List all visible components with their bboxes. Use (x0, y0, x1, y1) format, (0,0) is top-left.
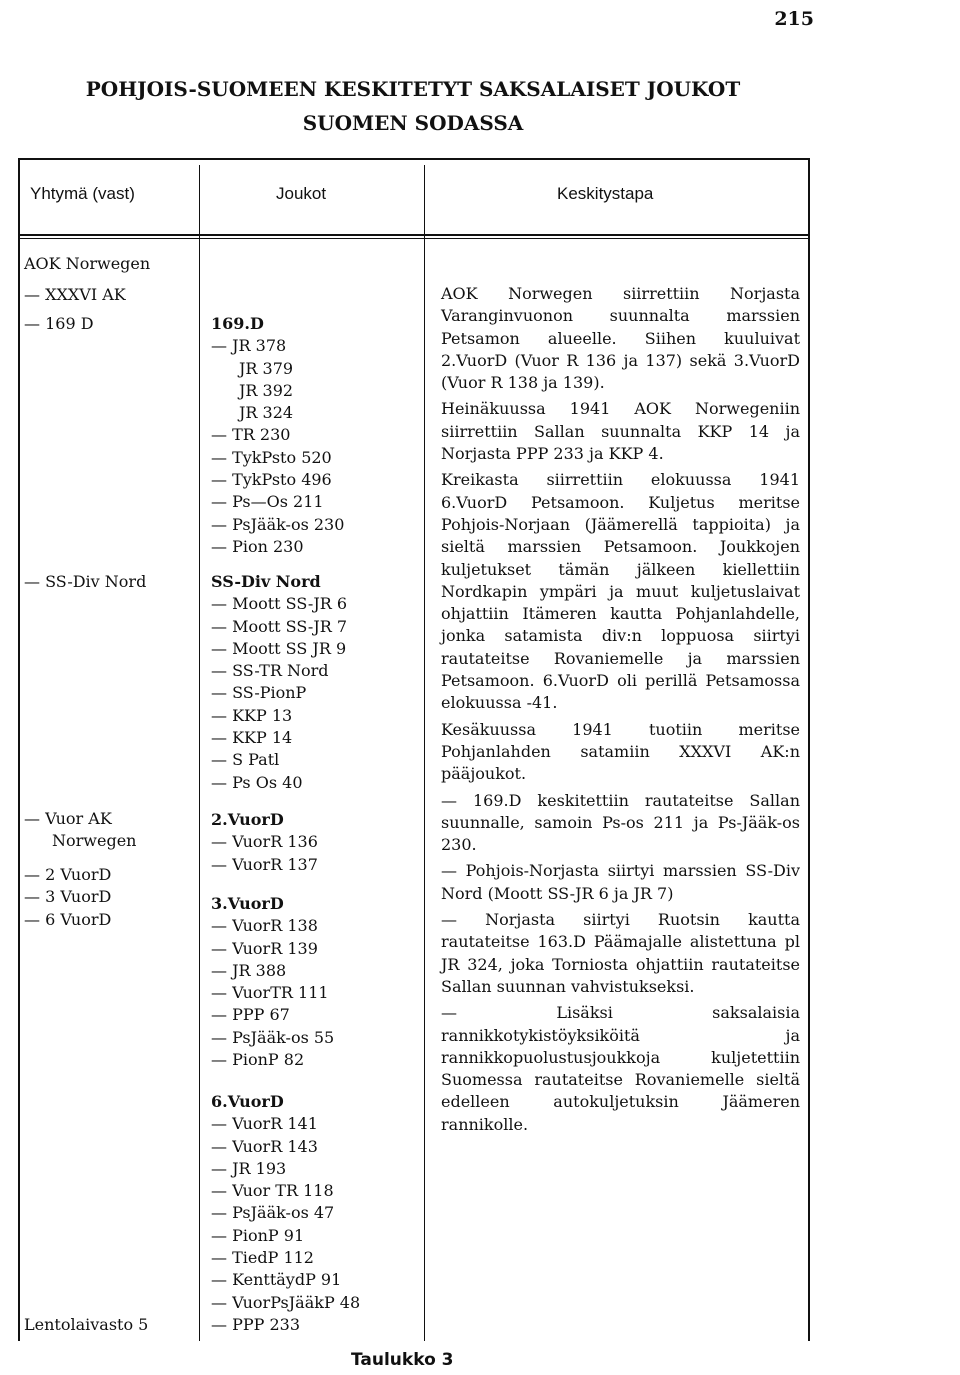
troops-3-vuord (211, 893, 334, 1071)
unit-vuord-list (24, 864, 111, 931)
troop-line: — PPP 233 (211, 1314, 301, 1334)
header-unit: Yhtymä (vast) (30, 184, 135, 203)
header-rule-2 (18, 238, 810, 239)
troop-line: — Moott SS JR 9 (211, 638, 347, 658)
troop-line: — PsJääk-os 47 (211, 1203, 335, 1223)
troop-line: — S Patl (211, 750, 280, 770)
unit-vuor-ak (24, 808, 136, 853)
troop-line: — KenttäydP 91 (211, 1270, 342, 1290)
troops-169d (211, 313, 344, 558)
deployment-paragraph: Kreikasta siirrettiin elokuussa 1941 6.VuorD Petsamoon. Kuljetus meritse Pohjois-Norjaan (Jäämerellä tappioita) ja sieltä marssien Petsamoon. Joukkojen kuljetukset tämän jälkeen kiellettiin Nordkapin ympäri ja muut kuljetuslaivat ohjattiin Itämeren kautta Pohjanlahdelle, jonka satamista div:n loppuosa siirtyi rautateitse Rovaniemelle ja marssien Petsamoon. 6.VuorD oli perillä Petsamossa elokuussa -41. (441, 470, 800, 713)
deployment-paragraph: AOK Norwegen siirrettiin Norjasta Varanginvuonon suunnalta marssien Petsamon alueelle. Siihen kuuluivat 2.VuorD (Vuor R 136 ja 137) sekä 3.VuorD (Vuor R 138 ja 139). (441, 284, 800, 393)
deployment-paragraph: Kesäkuussa 1941 tuotiin meritse Pohjanlahden satamiin XXXVI AK:n pääjoukot. (441, 719, 800, 784)
unit-lentolaivasto: Lentolaivasto 5 (24, 1315, 149, 1334)
troops-6-vuord-heading: 6.VuorD (211, 1092, 284, 1111)
troop-line: — VuorTR 111 (211, 983, 329, 1003)
troop-line: — Ps—Os 211 (211, 492, 324, 512)
troop-line: — PionP 91 (211, 1225, 305, 1245)
troop-line: — TykPsto 496 (211, 470, 332, 490)
troops-3-vuord-heading: 3.VuorD (211, 894, 284, 913)
troop-line: — TykPsto 520 (211, 447, 332, 467)
deployment-paragraph: — Pohjois-Norjasta siirtyi marssien SS-Div Nord (Moott SS-JR 6 ja JR 7) (441, 861, 800, 903)
troop-line: JR 379 (239, 358, 294, 378)
right-border (808, 158, 810, 1341)
troop-line: JR 392 (239, 380, 294, 400)
troops-6-vuord (211, 1091, 360, 1336)
title-line-1: POHJOIS-SUOMEEN KESKITETYT SAKSALAISET JOUKOT (85, 77, 741, 101)
troop-line: — PionP 82 (211, 1050, 305, 1070)
unit-xxxvi: — XXXVI AK (24, 285, 126, 304)
deployment-paragraph: — 169.D keskitettiin rautateitse Sallan suunnalle, samoin Ps-os 211 ja Ps-Jääk-os 230. (441, 790, 800, 855)
troop-line: — KKP 13 (211, 705, 293, 725)
unit-3-vuord: — 3 VuorD (24, 887, 112, 907)
page-title (18, 72, 808, 140)
deployment-paragraph: — Lisäksi saksalaisia rannikkotykistöyksiköitä ja rannikkopuolustusjoukkoja kuljetettiin Suomessa rautateitse Rovaniemelle sieltä edelleen autokuljetuksin Jäämeren rannikolle. (441, 1003, 800, 1134)
troop-line: — PsJääk-os 230 (211, 514, 345, 534)
unit-169d: — 169 D (24, 314, 94, 333)
deployment-paragraph: Heinäkuussa 1941 AOK Norwegeniin siirrettiin Sallan suunnalta KKP 14 ja Norjasta PPP 233 ja KKP 4. (441, 399, 800, 464)
troop-line: — JR 378 (211, 336, 287, 356)
col-divider-1 (199, 165, 200, 1341)
unit-2-vuord: — 2 VuorD (24, 865, 112, 884)
deployment-text (441, 283, 800, 1140)
troop-line: — KKP 14 (211, 728, 293, 748)
unit-vuor-ak-line-1: — Vuor AK (24, 809, 112, 828)
header-deployment: Keskitystapa (557, 184, 654, 203)
unit-6-vuord: — 6 VuorD (24, 909, 112, 929)
troops-169d-heading: 169.D (211, 314, 264, 333)
unit-vuor-ak-line-2: Norwegen (52, 831, 137, 851)
troop-line: — Moott SS-JR 6 (211, 594, 348, 614)
col-divider-2 (424, 165, 425, 1341)
troop-line: — Moott SS-JR 7 (211, 616, 348, 636)
troop-line: — JR 193 (211, 1158, 287, 1178)
troop-line: — VuorR 141 (211, 1114, 318, 1134)
troops-2-vuord-heading: 2.VuorD (211, 810, 284, 829)
troop-line: — PPP 67 (211, 1005, 290, 1025)
troop-line: — VuorR 138 (211, 916, 318, 936)
deployment-paragraph: — Norjasta siirtyi Ruotsin kautta rautateitse 163.D Päämajalle alistettuna pl JR 324, joka Torniosta ohjattiin rautateitse Sallan suunnan vahvistukseksi. (441, 910, 800, 996)
page-number: 215 (774, 8, 814, 30)
troop-line: — SS-PionP (211, 683, 307, 703)
troop-line: — Vuor TR 118 (211, 1181, 334, 1201)
unit-aok: AOK Norwegen (24, 254, 151, 273)
troops-ss-heading: SS-Div Nord (211, 572, 321, 591)
troop-line: — VuorPsJääkP 48 (211, 1292, 361, 1312)
troops-2-vuord (211, 809, 318, 876)
header-troops: Joukot (276, 184, 327, 203)
troop-line: — TiedP 112 (211, 1248, 314, 1268)
table-caption: Taulukko 3 (351, 1350, 454, 1370)
troop-line: — JR 388 (211, 960, 287, 980)
troop-line: — Pion 230 (211, 536, 304, 556)
troop-line: — VuorR 143 (211, 1136, 318, 1156)
left-border (18, 158, 20, 1341)
troop-line: JR 324 (239, 403, 294, 423)
troop-line: — Ps Os 40 (211, 772, 303, 792)
top-rule (18, 158, 810, 160)
troop-line: — VuorR 137 (211, 854, 318, 874)
troop-line: — VuorR 136 (211, 832, 318, 852)
troop-line: — SS-TR Nord (211, 661, 329, 681)
troops-ss-div (211, 571, 347, 794)
header-rule (18, 234, 810, 236)
troop-line: — PsJääk-os 55 (211, 1027, 335, 1047)
troop-line: — TR 230 (211, 425, 291, 445)
troop-line: — VuorR 139 (211, 938, 318, 958)
title-line-2: SUOMEN SODASSA (302, 111, 524, 135)
unit-ss-div: — SS-Div Nord (24, 572, 147, 591)
